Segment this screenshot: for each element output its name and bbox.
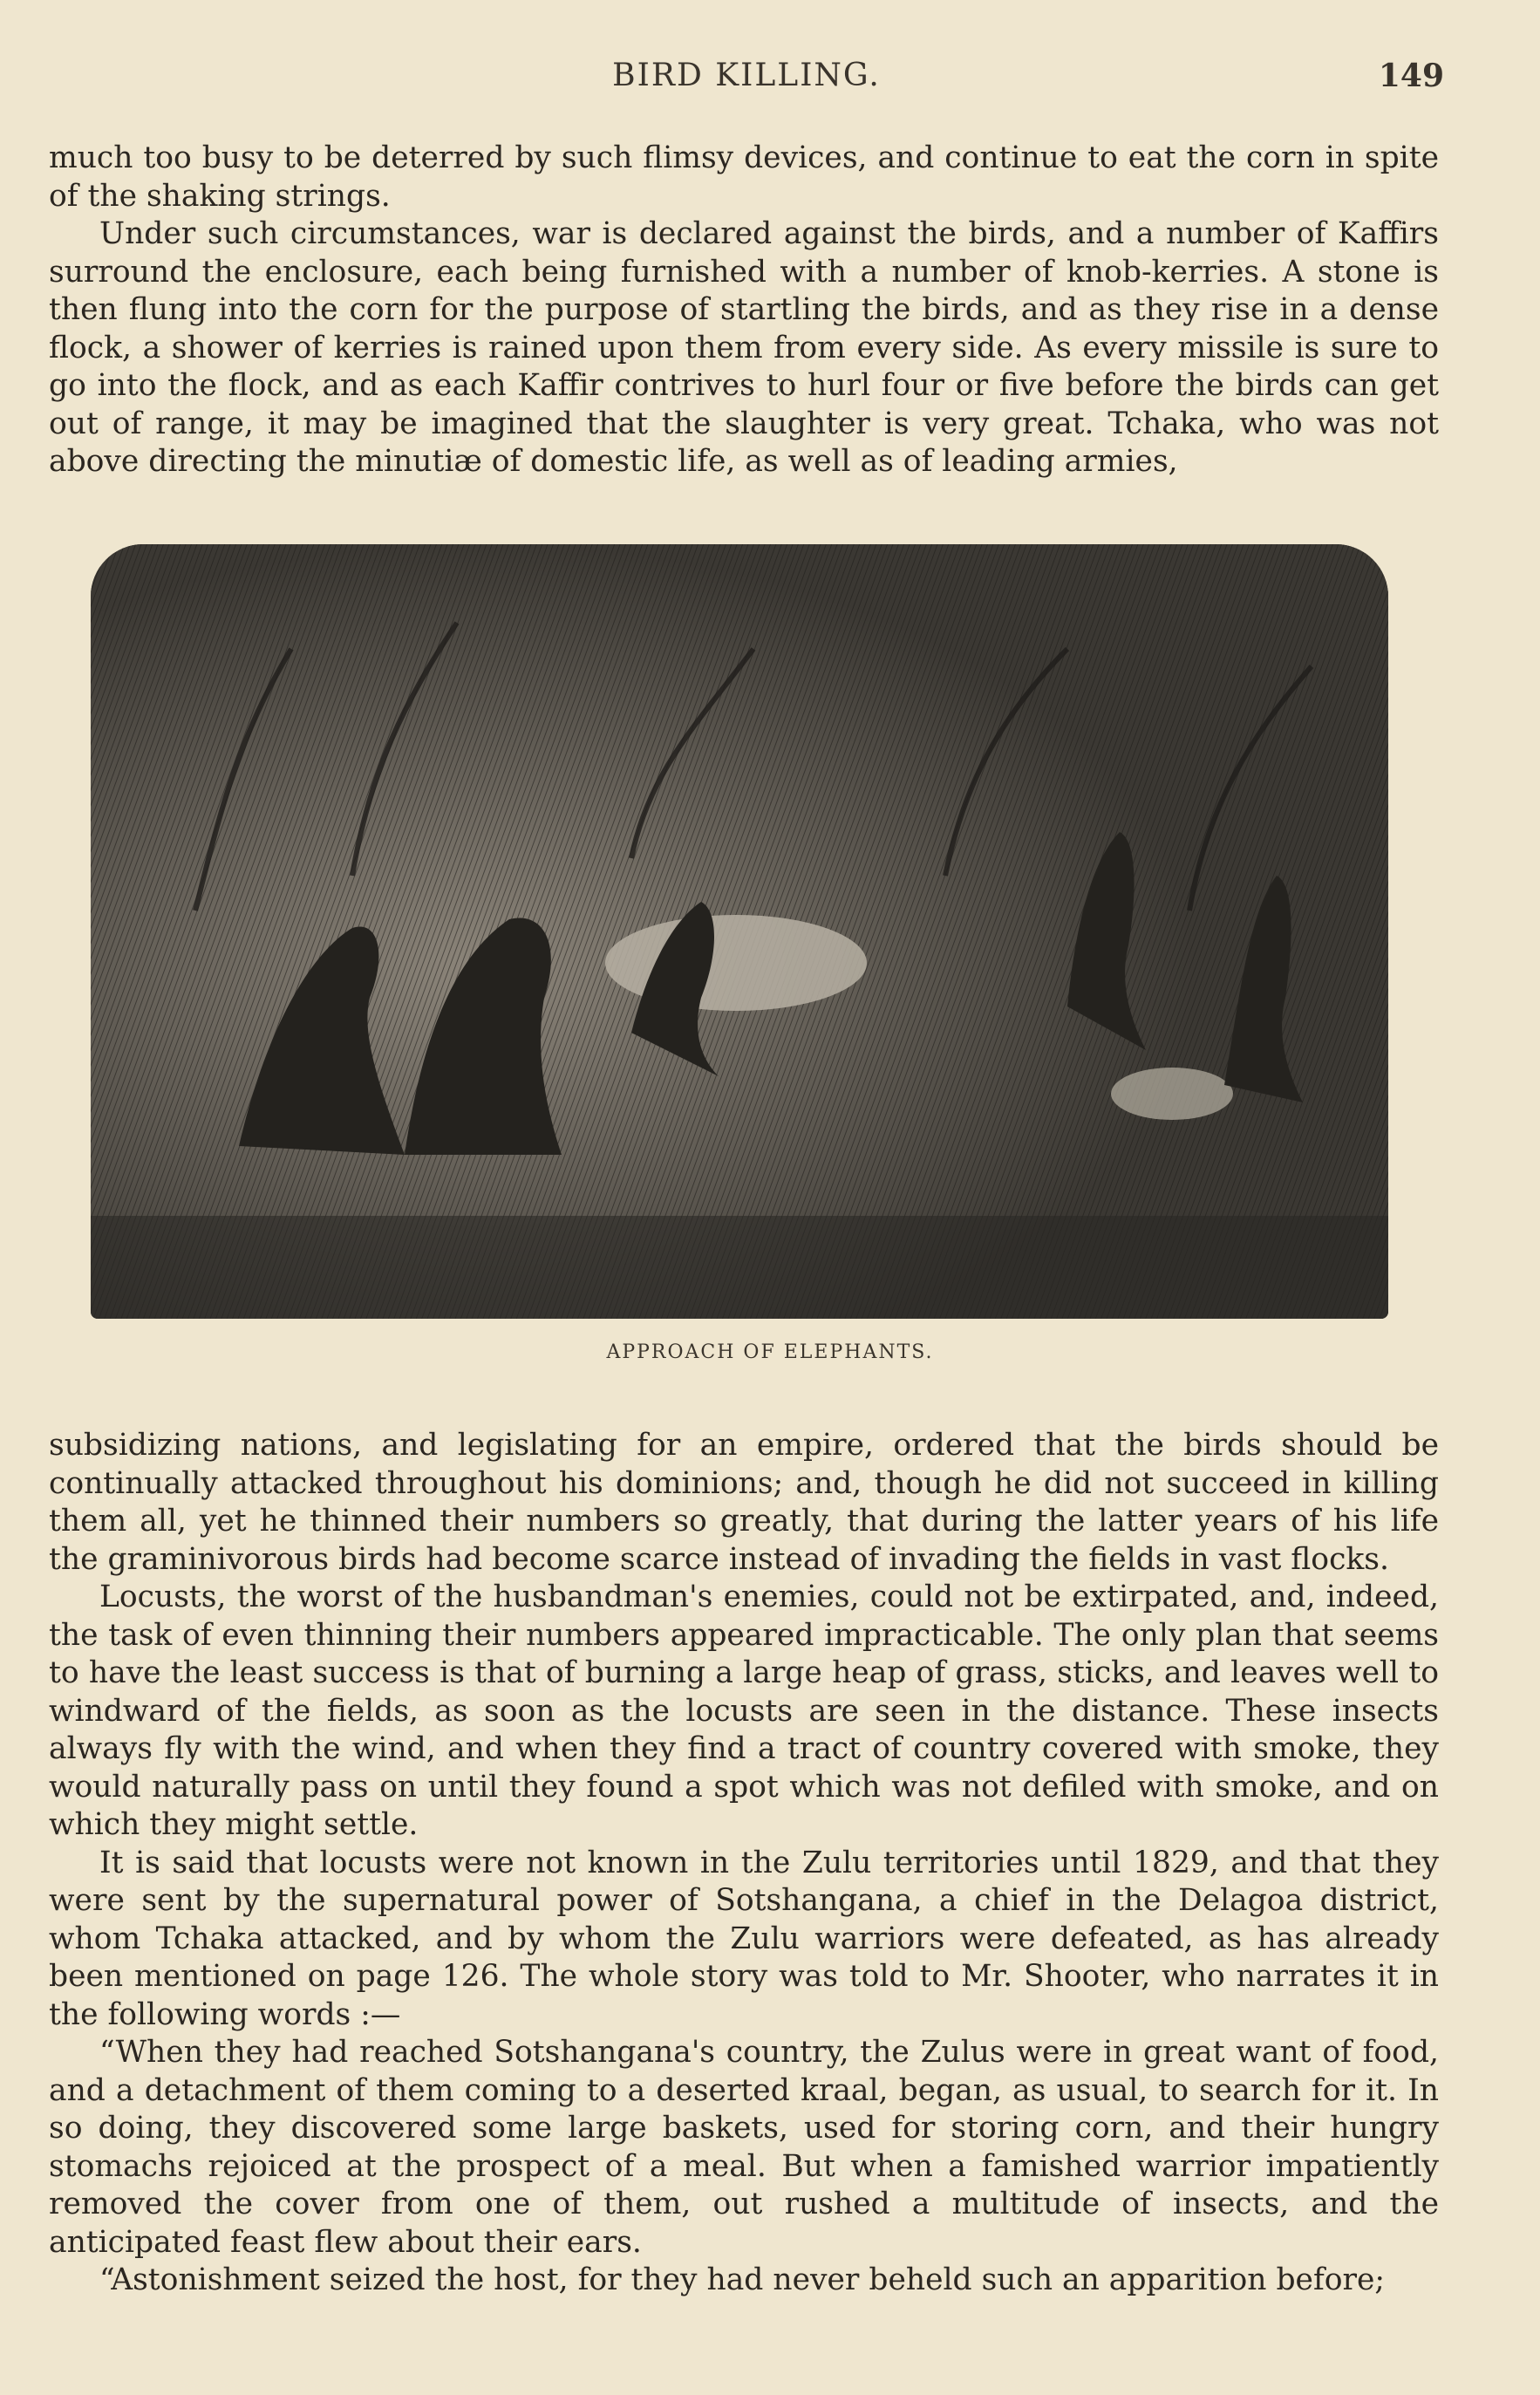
white-animal — [1111, 1068, 1233, 1120]
figure-caption: APPROACH OF ELEPHANTS. — [606, 1341, 934, 1363]
running-title: BIRD KILLING. — [612, 58, 881, 93]
paragraph: much too busy to be deterred by such flimsy devices, and continue to eat the corn in spite of the shaking strings. — [49, 140, 1439, 214]
paragraph: It is said that locusts were not known in the Zulu territories until 1829, and that they were sent by the supernatural power of Sotshangana, a chief in the Delagoa district, whom Tchaka attacked, and by whom the Zulu warriors were defeated, as has already been mentioned on page 126. The whole story was told to Mr. Shooter, who narrates it in the following words :— — [49, 1845, 1439, 2032]
page-header — [49, 58, 1444, 110]
page-number: 149 — [1378, 58, 1444, 94]
text-block-top — [49, 140, 1439, 481]
paragraph: Under such circumstances, war is declared against the birds, and a number of Kaffirs surround the enclosure, each being furnished with a number of knob-kerries. A stone is then flung into the corn for the purpose of startling the birds, and as they rise in a dense flock, a shower of kerries is rained upon them from every side. As every missile is sure to go into the flock, and as each Kaffir contrives to hurl four or five before the birds can get out of range, it may be imagined that the slaughter is very great. Tchaka, who was not above directing the minutiæ of domestic life, as well as of leading armies, — [49, 216, 1439, 479]
engraving-illustration — [91, 544, 1388, 1319]
paragraph: “Astonishment seized the host, for they had never beheld such an apparition before; — [99, 2262, 1386, 2297]
paragraph: subsidizing nations, and legislating for an empire, ordered that the birds should be continually attacked throughout his dominions; and, though he did not succeed in killing them all, yet he thinned their numbers so greatly, that during the latter years of his life the graminivorous birds had become scarce instead of invading the fields in vast flocks. — [49, 1428, 1439, 1577]
engraving-art — [91, 544, 1388, 1319]
text-block-bottom — [49, 1427, 1439, 2300]
ground — [91, 1216, 1388, 1319]
paragraph: Locusts, the worst of the husbandman's enemies, could not be extirpated, and, indeed, the task of even thinning their numbers appeared impracticable. The only plan that seems to have the least success is that of burning a large heap of grass, sticks, and leaves well to windward of the fields, as soon as the locusts are seen in the distance. These insects always fly with the wind, and when they find a tract of country covered with smoke, they would naturally pass on until they found a spot which was not defiled with smoke, and on which they might settle. — [49, 1580, 1439, 1842]
paragraph: “When they had reached Sotshangana's country, the Zulus were in great want of food, and a detachment of them coming to a deserted kraal, began, as usual, to search for it. In so doing, they discovered some large baskets, used for storing corn, and their hungry stomachs rejoiced at the prospect of a meal. But when a famished warrior impatiently removed the cover from one of them, out rushed a multitude of insects, and the anticipated feast flew about their ears. — [49, 2035, 1439, 2260]
